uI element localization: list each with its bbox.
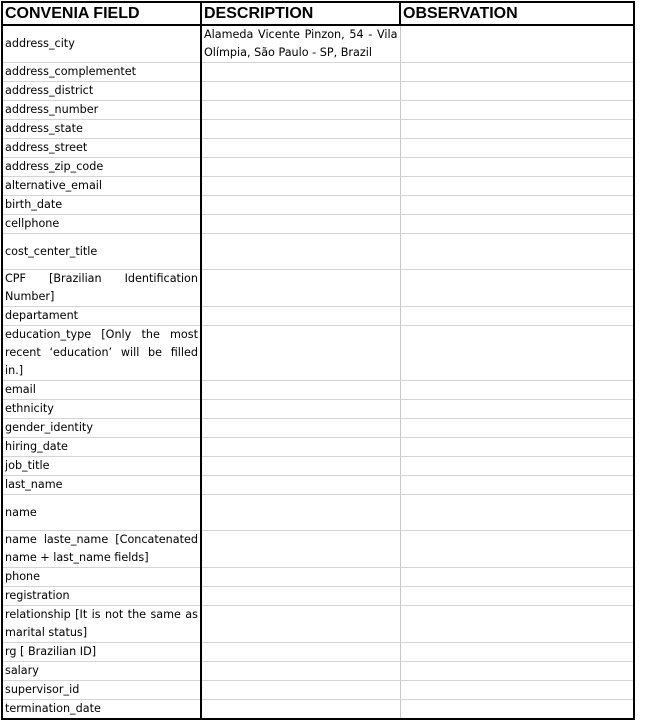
observation-cell[interactable] — [400, 120, 634, 139]
field-cell[interactable]: departament — [2, 307, 201, 326]
observation-cell[interactable] — [400, 531, 634, 568]
field-cell[interactable]: birth_date — [2, 196, 201, 215]
observation-cell[interactable] — [400, 270, 634, 307]
observation-cell[interactable] — [400, 681, 634, 700]
field-cell[interactable]: cost_center_title — [2, 234, 201, 270]
field-cell[interactable]: phone — [2, 568, 201, 587]
description-cell[interactable] — [201, 531, 400, 568]
description-cell[interactable] — [201, 196, 400, 215]
observation-cell[interactable] — [400, 400, 634, 419]
field-cell[interactable]: supervisor_id — [2, 681, 201, 700]
table-row — [2, 495, 634, 531]
observation-cell[interactable] — [400, 568, 634, 587]
observation-cell[interactable] — [400, 476, 634, 495]
table-row — [2, 307, 634, 326]
table-row — [2, 419, 634, 438]
table-row — [2, 25, 634, 63]
field-cell[interactable]: address_state — [2, 120, 201, 139]
field-cell[interactable]: job_title — [2, 457, 201, 476]
field-cell[interactable]: address_city — [2, 25, 201, 63]
table-row — [2, 101, 634, 120]
description-cell[interactable] — [201, 63, 400, 82]
field-cell[interactable]: address_zip_code — [2, 158, 201, 177]
observation-cell[interactable] — [400, 457, 634, 476]
description-cell[interactable] — [201, 587, 400, 606]
field-cell[interactable]: hiring_date — [2, 438, 201, 457]
observation-cell[interactable] — [400, 326, 634, 381]
description-cell[interactable] — [201, 700, 400, 720]
description-cell[interactable] — [201, 419, 400, 438]
header-description[interactable]: DESCRIPTION — [201, 2, 400, 25]
observation-cell[interactable] — [400, 495, 634, 531]
field-cell[interactable]: last_name — [2, 476, 201, 495]
field-cell[interactable]: CPF [Brazilian Identification Number] — [2, 270, 201, 307]
description-cell[interactable] — [201, 568, 400, 587]
header-observation[interactable]: OBSERVATION — [400, 2, 634, 25]
description-cell[interactable] — [201, 326, 400, 381]
field-cell[interactable]: ethnicity — [2, 400, 201, 419]
table-row — [2, 158, 634, 177]
table-row — [2, 438, 634, 457]
table-row — [2, 400, 634, 419]
table-row — [2, 531, 634, 568]
field-cell[interactable]: address_street — [2, 139, 201, 158]
table-row — [2, 643, 634, 662]
description-cell[interactable] — [201, 215, 400, 234]
description-cell[interactable] — [201, 643, 400, 662]
table-row — [2, 568, 634, 587]
field-cell[interactable]: alternative_email — [2, 177, 201, 196]
field-cell[interactable]: registration — [2, 587, 201, 606]
table-row — [2, 457, 634, 476]
field-cell[interactable]: address_number — [2, 101, 201, 120]
description-cell[interactable] — [201, 82, 400, 101]
header-row — [2, 2, 634, 25]
table-row — [2, 700, 634, 720]
table-row — [2, 215, 634, 234]
description-cell[interactable] — [201, 381, 400, 400]
observation-cell[interactable] — [400, 158, 634, 177]
field-cell[interactable]: address_complementet — [2, 63, 201, 82]
observation-cell[interactable] — [400, 643, 634, 662]
field-cell[interactable]: termination_date — [2, 700, 201, 720]
description-cell[interactable] — [201, 681, 400, 700]
description-cell[interactable] — [201, 101, 400, 120]
observation-cell[interactable] — [400, 700, 634, 720]
table-row — [2, 177, 634, 196]
description-cell[interactable]: Alameda Vicente Pinzon, 54 - Vila Olímpia, São Paulo - SP, Brazil — [201, 25, 400, 63]
observation-cell[interactable] — [400, 177, 634, 196]
field-cell[interactable]: email — [2, 381, 201, 400]
description-cell[interactable] — [201, 307, 400, 326]
observation-cell[interactable] — [400, 25, 634, 63]
field-cell[interactable]: cellphone — [2, 215, 201, 234]
observation-cell[interactable] — [400, 587, 634, 606]
table-row — [2, 196, 634, 215]
observation-cell[interactable] — [400, 419, 634, 438]
table-row — [2, 82, 634, 101]
description-cell[interactable] — [201, 476, 400, 495]
description-cell[interactable] — [201, 495, 400, 531]
field-cell[interactable]: salary — [2, 662, 201, 681]
field-cell[interactable]: rg [ Brazilian ID] — [2, 643, 201, 662]
observation-cell[interactable] — [400, 82, 634, 101]
description-cell[interactable] — [201, 270, 400, 307]
table-row — [2, 587, 634, 606]
table-row — [2, 381, 634, 400]
table-row — [2, 234, 634, 270]
description-cell[interactable] — [201, 177, 400, 196]
table-row — [2, 326, 634, 381]
description-cell[interactable] — [201, 120, 400, 139]
observation-cell[interactable] — [400, 438, 634, 457]
field-cell[interactable]: education_type [Only the most recent ‘education’ will be filled in.] — [2, 326, 201, 381]
description-cell[interactable] — [201, 606, 400, 643]
observation-cell[interactable] — [400, 101, 634, 120]
observation-cell[interactable] — [400, 381, 634, 400]
observation-cell[interactable] — [400, 196, 634, 215]
field-cell[interactable]: name — [2, 495, 201, 531]
observation-cell[interactable] — [400, 139, 634, 158]
table-row — [2, 681, 634, 700]
header-convenia-field[interactable]: CONVENIA FIELD — [2, 2, 201, 25]
table-row — [2, 120, 634, 139]
description-cell[interactable] — [201, 234, 400, 270]
table-row — [2, 139, 634, 158]
observation-cell[interactable] — [400, 307, 634, 326]
table-row — [2, 606, 634, 643]
field-cell[interactable]: address_district — [2, 82, 201, 101]
description-cell[interactable] — [201, 400, 400, 419]
observation-cell[interactable] — [400, 234, 634, 270]
field-mapping-table — [1, 1, 635, 720]
description-cell[interactable] — [201, 158, 400, 177]
observation-cell[interactable] — [400, 63, 634, 82]
table-row — [2, 270, 634, 307]
description-cell[interactable] — [201, 438, 400, 457]
field-cell[interactable]: name laste_name [Concatenated name + last_name fields] — [2, 531, 201, 568]
field-cell[interactable]: relationship [It is not the same as marital status] — [2, 606, 201, 643]
table-row — [2, 476, 634, 495]
field-cell[interactable]: gender_identity — [2, 419, 201, 438]
table-row — [2, 63, 634, 82]
description-cell[interactable] — [201, 139, 400, 158]
observation-cell[interactable] — [400, 606, 634, 643]
description-cell[interactable] — [201, 457, 400, 476]
observation-cell[interactable] — [400, 215, 634, 234]
